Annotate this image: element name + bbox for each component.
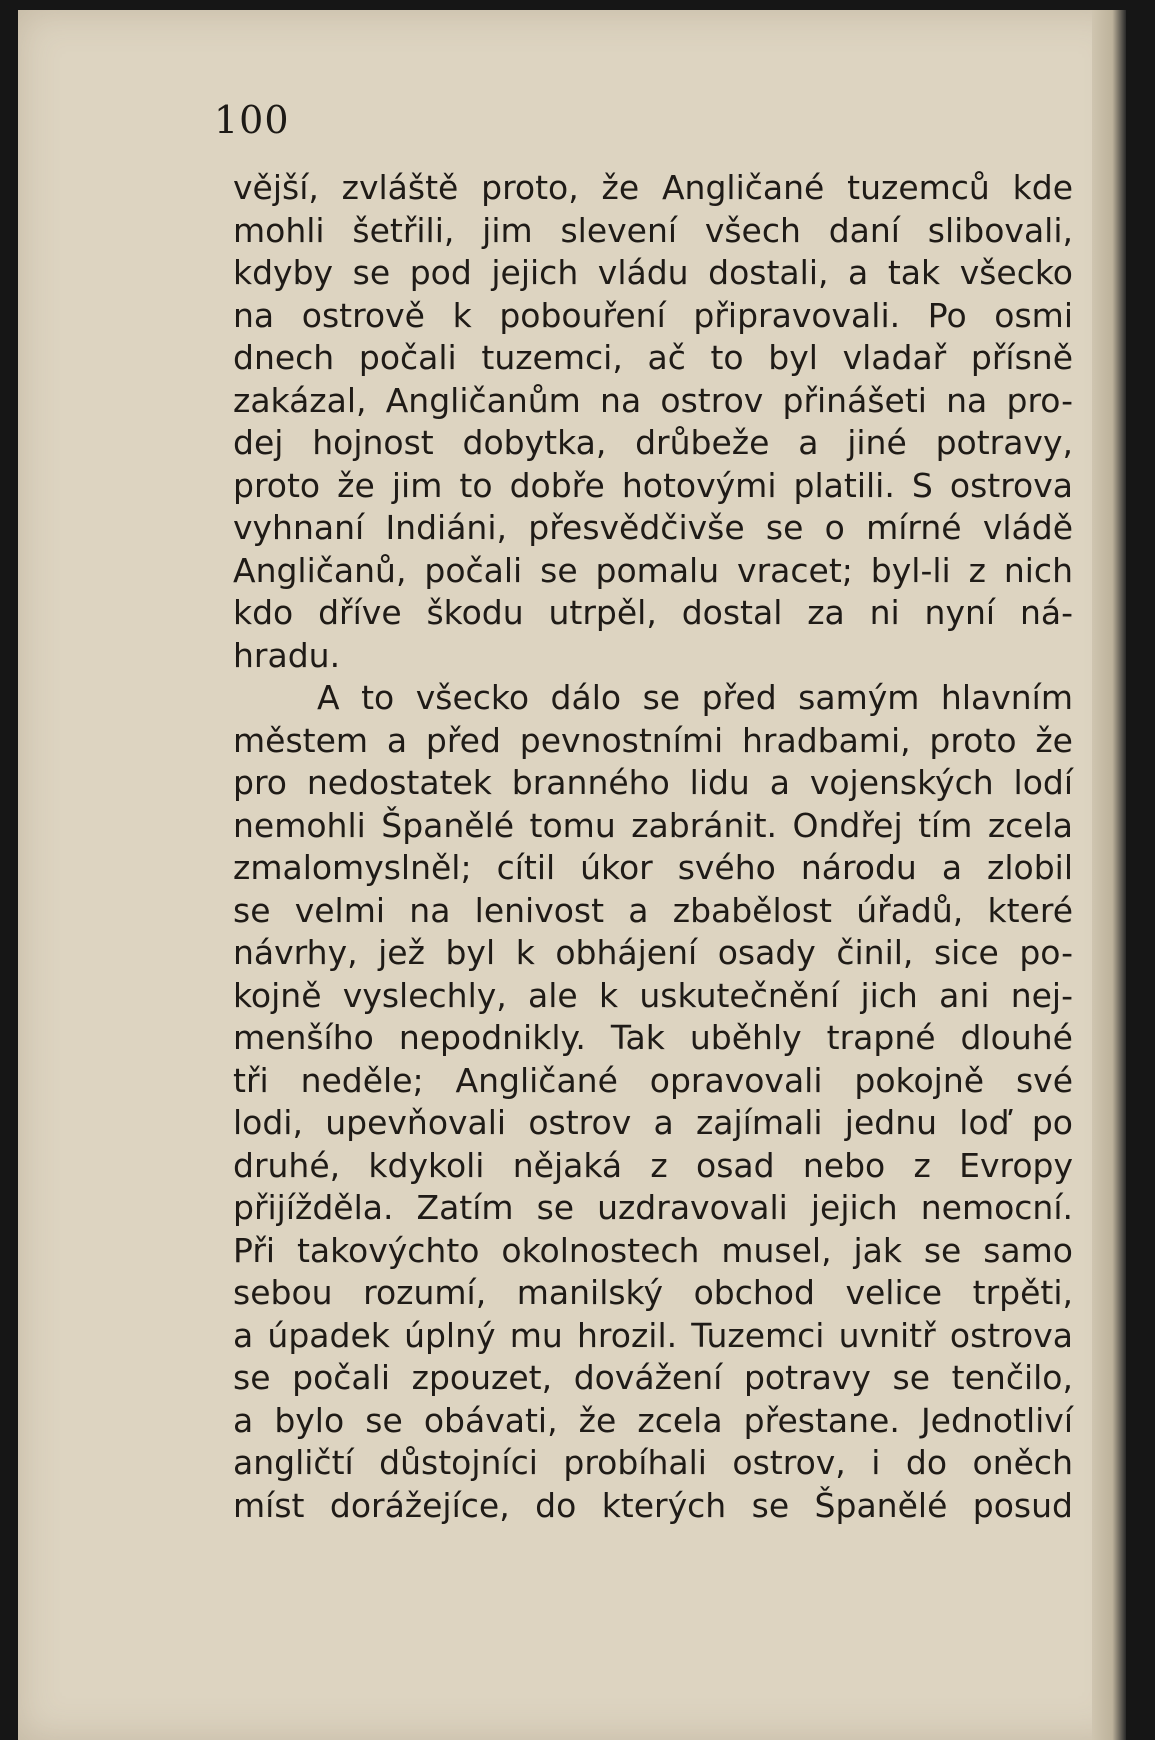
text-line: a bylo se obávati, že zcela přestane. Jednotliví	[233, 1400, 1073, 1440]
text-line: městem a před pevnostními hradbami, proto že	[233, 720, 1073, 760]
text-line: menšího nepodnikly. Tak uběhly trapné dlouhé	[233, 1018, 1073, 1057]
text-line: sebou rozumí, manilský obchod velice trpěti,	[233, 1273, 1073, 1312]
text-line: na ostrově k pobouření připravovali. Po osmi	[233, 295, 1073, 335]
book-page	[18, 10, 1126, 1740]
text-line: druhé, kdykoli nějaká z osad nebo z Evropy	[233, 1145, 1073, 1185]
text-line: tři neděle; Angličané opravovali pokojně své	[233, 1060, 1073, 1100]
text-line: pro nedostatek branného lidu a vojenských lodí	[233, 763, 1073, 802]
text-line: návrhy, jež byl k obhájení osady činil, sice po-	[233, 933, 1073, 972]
text-line: vyhnaní Indiáni, přesvědčivše se o mírné vládě	[233, 508, 1073, 547]
text-line: dnech počali tuzemci, ač to byl vladař přísně	[233, 338, 1073, 377]
text-line: kdyby se pod jejich vládu dostali, a tak všecko	[233, 253, 1073, 292]
text-line: Angličanů, počali se pomalu vracet; byl-li z nich	[233, 550, 1073, 590]
text-line: lodi, upevňovali ostrov a zajímali jednu loď po	[233, 1103, 1073, 1142]
text-line: vější, zvláště proto, že Angličané tuzemců kde	[233, 168, 1073, 207]
text-line: angličtí důstojníci probíhali ostrov, i do oněch	[233, 1443, 1073, 1482]
text-line: nemohli Španělé tomu zabránit. Ondřej tím zcela	[233, 805, 1073, 845]
text-line: mohli šetřili, jim slevení všech daní slibovali,	[233, 210, 1073, 250]
text-line: se velmi na lenivost a zbabělost úřadů, které	[233, 890, 1073, 930]
text-line: přijížděla. Zatím se uzdravovali jejich nemocní.	[233, 1188, 1073, 1227]
text-line: a úpadek úplný mu hrozil. Tuzemci uvnitř ostrova	[233, 1315, 1073, 1355]
text-line: zmalomyslněl; cítil úkor svého národu a zlobil	[233, 848, 1073, 887]
text-line: dej hojnost dobytka, drůbeže a jiné potravy,	[233, 423, 1073, 462]
text-line: hradu.	[233, 635, 341, 675]
text-line: kdo dříve škodu utrpěl, dostal za ni nyní ná-	[233, 593, 1073, 632]
text-line: A to všecko dálo se před samým hlavním	[317, 678, 1073, 717]
text-line: se počali zpouzet, dovážení potravy se tenčilo,	[233, 1358, 1073, 1397]
text-line: zakázal, Angličanům na ostrov přinášeti na pro-	[233, 380, 1073, 420]
text-line: míst dorážejíce, do kterých se Španělé posud	[233, 1485, 1073, 1525]
text-line: proto že jim to dobře hotovými platili. S ostrova	[233, 465, 1073, 505]
page-gutter	[1092, 10, 1126, 1740]
text-line: kojně vyslechly, ale k uskutečnění jich ani nej-	[233, 975, 1073, 1015]
body-text	[233, 167, 1073, 1527]
text-line: Při takovýchto okolnostech musel, jak se samo	[233, 1230, 1073, 1270]
page-number: 100	[214, 98, 290, 142]
